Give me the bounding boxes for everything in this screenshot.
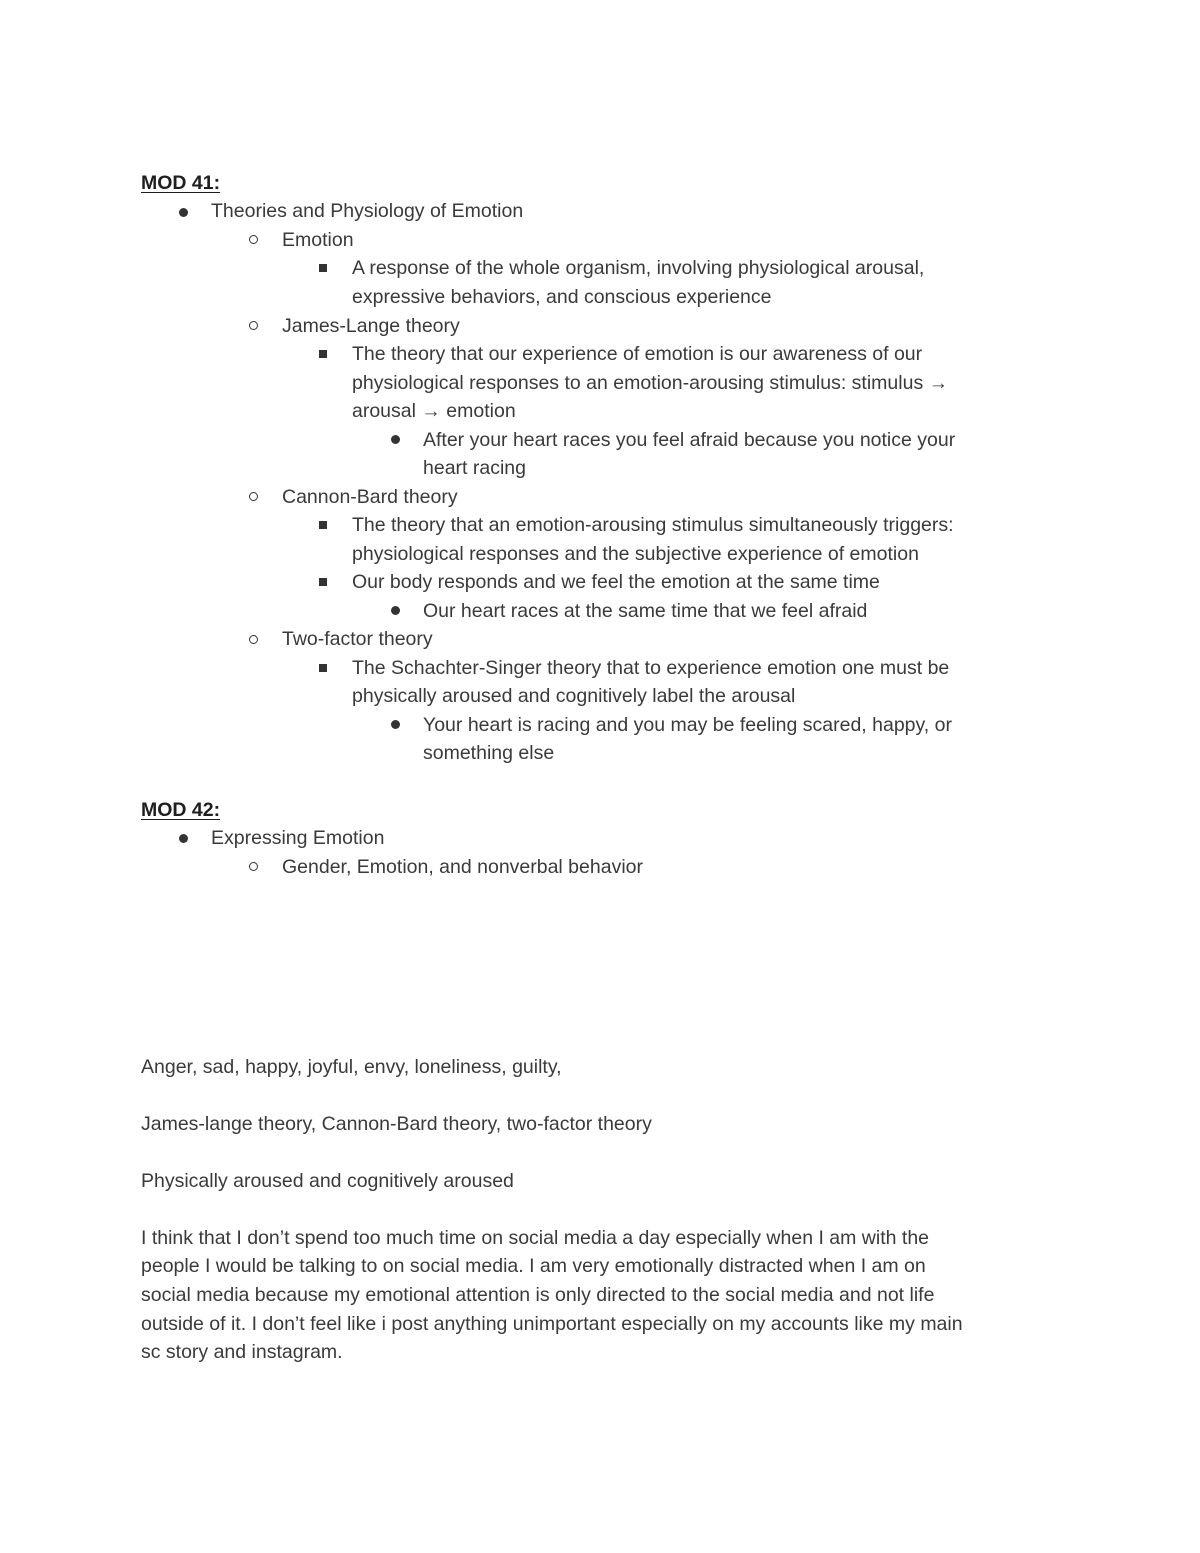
two-factor-def-line2: physically aroused and cognitively label the arousal	[352, 685, 796, 707]
james-lange-example-line1: After your heart races you feel afraid because you notice your	[423, 429, 956, 451]
james-lange-label: James-Lange theory	[282, 315, 460, 337]
bullet-circle-icon	[249, 635, 258, 644]
emotion-def-line1: A response of the whole organism, involving physiological arousal,	[352, 257, 925, 279]
answer-paragraph-line2: people I would be talking to on social media. I am very emotionally distracted when I am on	[141, 1255, 926, 1277]
bullet-dot-icon	[179, 208, 188, 217]
mod42-heading: MOD 42:	[141, 799, 221, 821]
bullet-square-icon	[319, 664, 327, 672]
answer-two-factor: Physically aroused and cognitively aroused	[141, 1170, 514, 1192]
mod41-topic: Theories and Physiology of Emotion	[211, 200, 524, 222]
bullet-circle-icon	[249, 321, 258, 330]
cannon-bard-def-line2: physiological responses and the subjective experience of emotion	[352, 543, 919, 565]
emotion-def-line2: expressive behaviors, and conscious experience	[352, 286, 772, 308]
two-factor-label: Two-factor theory	[282, 628, 433, 650]
bullet-circle-icon	[249, 492, 258, 501]
two-factor-def-line1: The Schachter-Singer theory that to experience emotion one must be	[352, 657, 950, 679]
two-factor-example-line2: something else	[423, 742, 555, 764]
mod41-heading: MOD 41:	[141, 172, 221, 194]
bullet-square-icon	[319, 350, 327, 358]
cannon-bard-label: Cannon-Bard theory	[282, 486, 458, 508]
answer-theories-list: James-lange theory, Cannon-Bard theory, two-factor theory	[141, 1113, 652, 1135]
bullet-dot-icon	[391, 606, 400, 615]
mod42-subtopic: Gender, Emotion, and nonverbal behavior	[282, 856, 643, 878]
answer-paragraph-line5: sc story and instagram.	[141, 1341, 343, 1363]
bullet-dot-icon	[179, 834, 188, 843]
cannon-bard-def-line1: The theory that an emotion-arousing stimulus simultaneously triggers:	[352, 514, 954, 536]
james-lange-def-line1: The theory that our experience of emotion is our awareness of our	[352, 343, 923, 365]
bullet-dot-icon	[391, 435, 400, 444]
bullet-circle-icon	[249, 862, 258, 871]
bullet-square-icon	[319, 264, 327, 272]
answer-paragraph-line1: I think that I don’t spend too much time on social media a day especially when I am with the	[141, 1227, 930, 1249]
bullet-square-icon	[319, 578, 327, 586]
two-factor-example-line1: Your heart is racing and you may be feeling scared, happy, or	[423, 714, 952, 736]
mod42-topic: Expressing Emotion	[211, 827, 385, 849]
james-lange-def-line2: physiological responses to an emotion-arousing stimulus: stimulus →	[352, 372, 949, 394]
cannon-bard-point2: Our body responds and we feel the emotion at the same time	[352, 571, 880, 593]
james-lange-def-line3: arousal → emotion	[352, 400, 516, 422]
james-lange-example-line2: heart racing	[423, 457, 526, 479]
answer-emotions-list: Anger, sad, happy, joyful, envy, loneliness, guilty,	[141, 1056, 562, 1078]
answer-paragraph-line3: social media because my emotional attention is only directed to the social media and not life	[141, 1284, 935, 1306]
cannon-bard-example: Our heart races at the same time that we feel afraid	[423, 600, 868, 622]
emotion-label: Emotion	[282, 229, 354, 251]
bullet-dot-icon	[391, 720, 400, 729]
bullet-square-icon	[319, 521, 327, 529]
answer-paragraph-line4: outside of it. I don’t feel like i post anything unimportant especially on my accounts like my main	[141, 1313, 963, 1335]
bullet-circle-icon	[249, 235, 258, 244]
